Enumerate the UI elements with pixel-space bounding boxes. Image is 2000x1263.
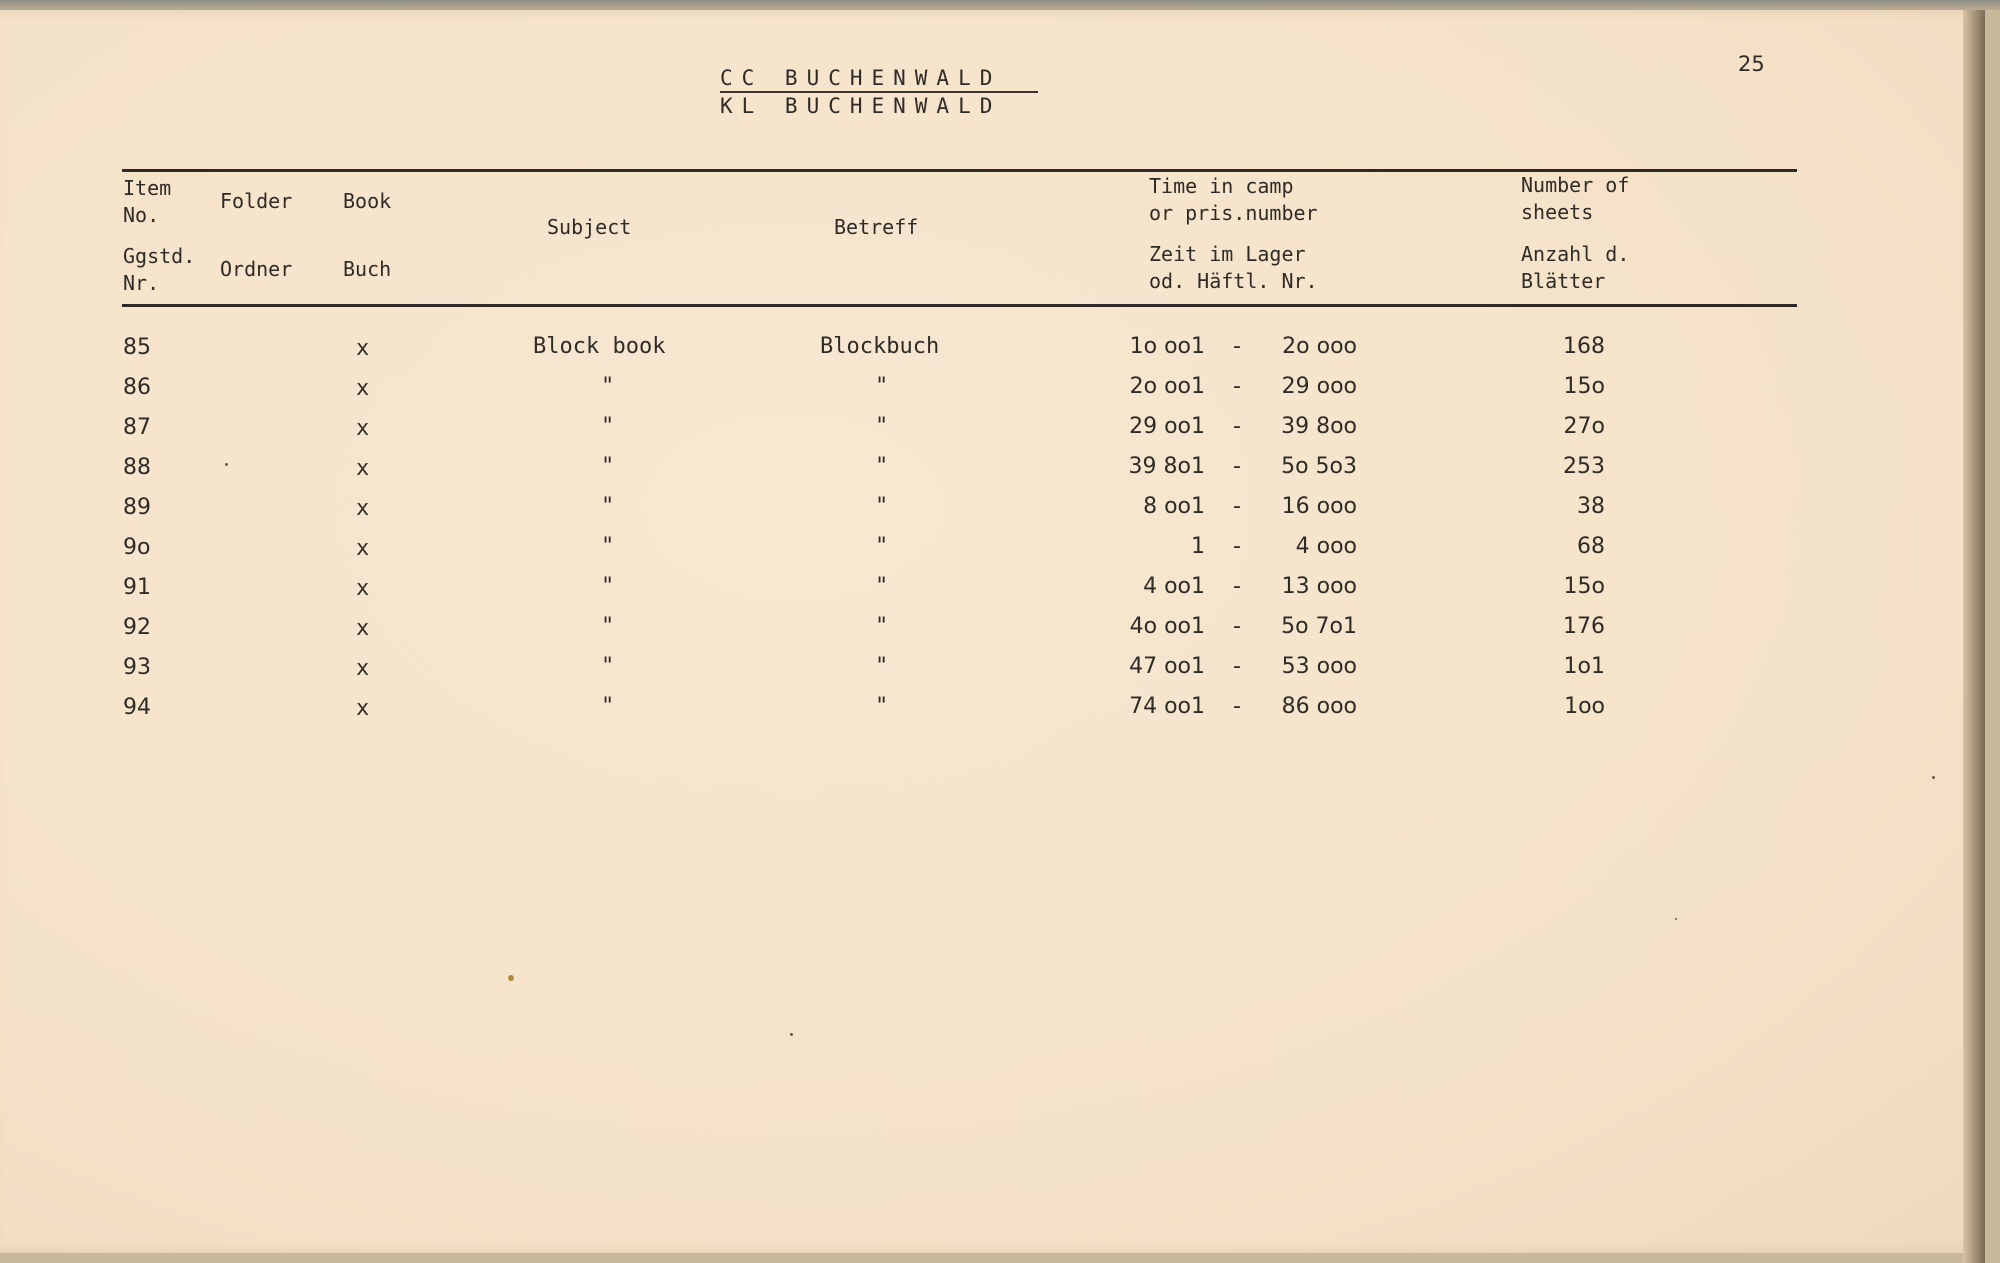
cell-item: 92 bbox=[123, 615, 151, 640]
title-english: CC BUCHENWALD bbox=[720, 66, 1002, 90]
cell-range-from: 29 oo1 bbox=[1129, 414, 1205, 439]
cell-book: x bbox=[356, 336, 370, 361]
cell-range-dash: - bbox=[1233, 454, 1241, 479]
paper-speck bbox=[508, 975, 514, 981]
cell-betreff: " bbox=[875, 614, 889, 639]
cell-betreff: " bbox=[875, 414, 889, 439]
cell-sheets: 27o bbox=[1563, 414, 1605, 439]
cell-book: x bbox=[356, 536, 370, 561]
cell-range-dash: - bbox=[1233, 574, 1241, 599]
cell-range-from: 74 oo1 bbox=[1129, 694, 1205, 719]
cell-range-to: 29 ooo bbox=[1281, 374, 1357, 399]
cell-range-dash: - bbox=[1233, 374, 1241, 399]
paper-speck bbox=[225, 463, 228, 466]
cell-range-to: 13 ooo bbox=[1281, 574, 1357, 599]
header-betreff: Betreff bbox=[834, 215, 919, 239]
cell-subject: " bbox=[601, 694, 615, 719]
cell-range-from: 1o oo1 bbox=[1129, 334, 1205, 359]
cell-book: x bbox=[356, 656, 370, 681]
cell-subject: " bbox=[601, 374, 615, 399]
cell-range-dash: - bbox=[1233, 414, 1241, 439]
cell-sheets: 68 bbox=[1577, 534, 1605, 559]
cell-betreff: " bbox=[875, 374, 889, 399]
cell-range-to: 53 ooo bbox=[1281, 654, 1357, 679]
paper-speck bbox=[790, 1033, 793, 1036]
header-time-in-camp: Time in camp or pris.number bbox=[1149, 174, 1318, 225]
cell-sheets: 15o bbox=[1563, 574, 1605, 599]
cell-subject: " bbox=[601, 614, 615, 639]
cell-range-from: 1 bbox=[1191, 534, 1205, 559]
title-underline bbox=[720, 91, 1038, 93]
cell-range-to: 16 ooo bbox=[1281, 494, 1357, 519]
document-page bbox=[0, 10, 1985, 1253]
cell-item: 91 bbox=[123, 575, 151, 600]
cell-sheets: 168 bbox=[1563, 334, 1605, 359]
cell-betreff: " bbox=[875, 534, 889, 559]
cell-book: x bbox=[356, 496, 370, 521]
header-folder: Folder bbox=[220, 189, 293, 213]
paper-speck bbox=[1932, 776, 1935, 779]
table-header-rule bbox=[122, 304, 1797, 307]
cell-book: x bbox=[356, 416, 370, 441]
cell-subject: " bbox=[601, 534, 615, 559]
page-edge bbox=[1963, 10, 1985, 1263]
cell-sheets: 253 bbox=[1563, 454, 1605, 479]
cell-range-to: 2o ooo bbox=[1282, 334, 1357, 359]
cell-range-from: 39 8o1 bbox=[1128, 454, 1205, 479]
cell-book: x bbox=[356, 696, 370, 721]
cell-subject: " bbox=[601, 574, 615, 599]
cell-range-to: 5o 7o1 bbox=[1281, 614, 1357, 639]
cell-subject: " bbox=[601, 494, 615, 519]
paper-speck bbox=[1675, 918, 1677, 920]
cell-subject: " bbox=[601, 454, 615, 479]
cell-range-dash: - bbox=[1233, 694, 1241, 719]
cell-subject: Block book bbox=[533, 334, 666, 359]
header-book: Book bbox=[343, 189, 392, 213]
cell-range-dash: - bbox=[1233, 334, 1241, 359]
cell-betreff: " bbox=[875, 574, 889, 599]
cell-subject: " bbox=[601, 654, 615, 679]
cell-item: 86 bbox=[123, 375, 151, 400]
cell-sheets: 1o1 bbox=[1563, 654, 1605, 679]
header-item-no-de: Ggstd. Nr. bbox=[123, 244, 196, 295]
cell-item: 94 bbox=[123, 695, 151, 720]
cell-sheets: 15o bbox=[1563, 374, 1605, 399]
cell-book: x bbox=[356, 456, 370, 481]
cell-betreff: " bbox=[875, 654, 889, 679]
header-sheets: Number of sheets bbox=[1521, 173, 1630, 224]
cell-item: 85 bbox=[123, 335, 151, 360]
cell-sheets: 38 bbox=[1577, 494, 1605, 519]
cell-range-from: 2o oo1 bbox=[1129, 374, 1205, 399]
cell-book: x bbox=[356, 576, 370, 601]
cell-betreff: Blockbuch bbox=[820, 334, 940, 359]
page-number: 25 bbox=[1738, 52, 1765, 76]
cell-range-from: 4o oo1 bbox=[1129, 614, 1205, 639]
title-german: KL BUCHENWALD bbox=[720, 94, 1002, 118]
cell-item: 93 bbox=[123, 655, 151, 680]
cell-betreff: " bbox=[875, 694, 889, 719]
header-book-de: Buch bbox=[343, 257, 392, 281]
cell-range-to: 5o 5o3 bbox=[1281, 454, 1357, 479]
cell-sheets: 176 bbox=[1563, 614, 1605, 639]
cell-range-from: 4 oo1 bbox=[1143, 574, 1205, 599]
cell-range-dash: - bbox=[1233, 614, 1241, 639]
cell-betreff: " bbox=[875, 494, 889, 519]
header-sheets-de: Anzahl d. Blätter bbox=[1521, 242, 1630, 293]
cell-book: x bbox=[356, 616, 370, 641]
cell-book: x bbox=[356, 376, 370, 401]
header-subject: Subject bbox=[547, 215, 632, 239]
header-time-in-camp-de: Zeit im Lager od. Häftl. Nr. bbox=[1149, 242, 1318, 293]
cell-item: 88 bbox=[123, 455, 151, 480]
header-folder-de: Ordner bbox=[220, 257, 293, 281]
cell-item: 87 bbox=[123, 415, 151, 440]
cell-betreff: " bbox=[875, 454, 889, 479]
cell-range-to: 4 ooo bbox=[1295, 534, 1357, 559]
cell-range-to: 86 ooo bbox=[1281, 694, 1357, 719]
cell-range-dash: - bbox=[1233, 534, 1241, 559]
cell-sheets: 1oo bbox=[1564, 694, 1605, 719]
cell-range-dash: - bbox=[1233, 654, 1241, 679]
cell-item: 89 bbox=[123, 495, 151, 520]
cell-range-dash: - bbox=[1233, 494, 1241, 519]
cell-subject: " bbox=[601, 414, 615, 439]
cell-range-from: 47 oo1 bbox=[1129, 654, 1205, 679]
cell-range-to: 39 8oo bbox=[1281, 414, 1357, 439]
cell-range-from: 8 oo1 bbox=[1143, 494, 1205, 519]
header-item-no: Item No. bbox=[123, 176, 172, 227]
cell-item: 9o bbox=[123, 535, 151, 560]
scan-top-edge bbox=[0, 0, 2000, 10]
